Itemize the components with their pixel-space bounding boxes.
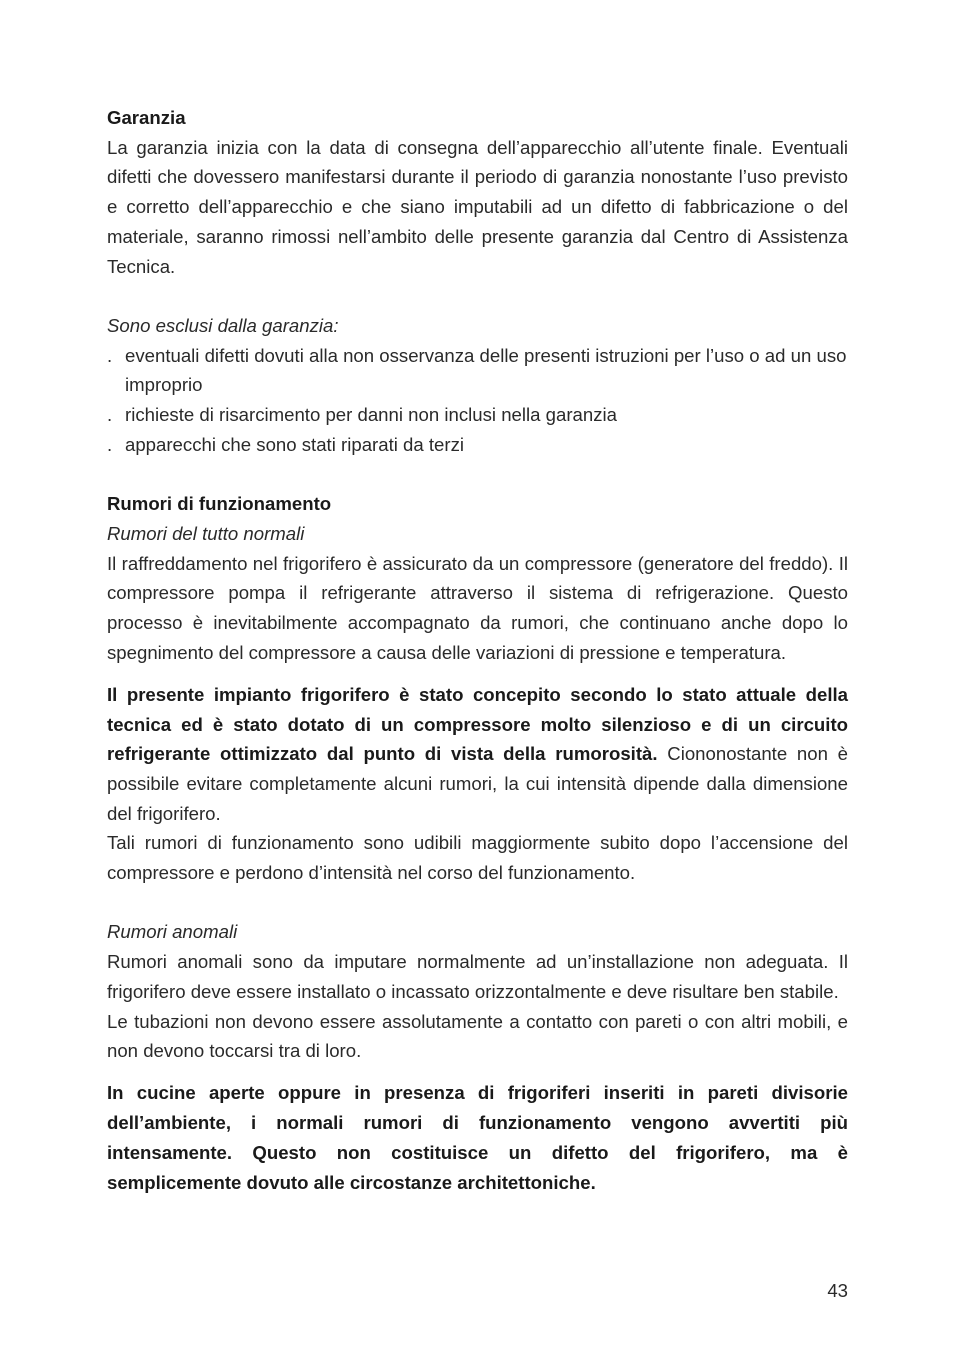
bullet: . bbox=[107, 433, 113, 455]
rumori-normal-paragraph: Il raffreddamento nel frigorifero è assicurato da un compressore (generatore del freddo). Il compressore pompa il refrigerante attraverso il sistema di refrigerazione. Questo processo è inevitabilmente accompagnato da rumori, che continuano anche dopo lo spegnimento del compressore a causa delle variazioni di pressione e temperatura. bbox=[107, 552, 848, 663]
spacer bbox=[107, 459, 848, 489]
final-bold-paragraph: In cucine aperte oppure in presenza di frigoriferi inseriti in pareti divisorie dell’ambiente, i normali rumori di funzionamento vengono avvertiti più intensamente. Questo non costituisce un difetto del frigorifero, ma è semplicemente dovuto alle circostanze architettoniche. bbox=[107, 1082, 848, 1193]
rumori-heading: Rumori di funzionamento bbox=[107, 493, 332, 515]
page-number: 43 bbox=[827, 1280, 848, 1301]
rumori-normal-subtitle: Rumori del tutto normali bbox=[107, 522, 305, 544]
rumori-anomal-paragraph: Rumori anomali sono da imputare normalmente ad un’installazione non adeguata. Il frigorifero deve essere installato o incassato orizzontalmente e deve risultare ben stabile. bbox=[107, 951, 848, 1002]
document-page bbox=[107, 103, 848, 1197]
list-item bbox=[107, 341, 848, 400]
rumori-anomal-subtitle: Rumori anomali bbox=[107, 921, 238, 943]
list-item-text: richieste di risarcimento per danni non inclusi nella garanzia bbox=[125, 404, 617, 426]
bold-statement: Il presente impianto frigorifero è stato concepito secondo lo stato attuale della tecnica ed è stato dotato di un compressore molto silenzioso e di un circuito refrigerante ottimizzato dal punto di vista della rumorosità. bbox=[107, 683, 848, 765]
spacer bbox=[107, 1066, 848, 1079]
exclusions-title: Sono esclusi dalla garanzia: bbox=[107, 314, 339, 336]
garanzia-heading: Garanzia bbox=[107, 107, 186, 128]
bullet: . bbox=[107, 404, 113, 426]
spacer bbox=[107, 667, 848, 680]
spacer bbox=[107, 281, 848, 311]
spacer bbox=[107, 888, 848, 918]
list-item-text: eventuali difetti dovuti alla non osservanza delle presenti istruzioni per l’uso o ad un uso improprio bbox=[125, 344, 847, 396]
tubazioni-paragraph: Le tubazioni non devono essere assolutamente a contatto con pareti o con altri mobili, e non devono toccarsi tra di loro. bbox=[107, 1010, 848, 1062]
garanzia-paragraph: La garanzia inizia con la data di consegna dell’apparecchio all’utente finale. Eventuali difetti che dovessero manifestarsi durante il periodo di garanzia nonostante l’uso previsto e corretto dell’apparecchio e che siano imputabili ad un difetto di fabbricazione o del materiale, saranno rimossi nell’ambito delle presente garanzia dal Centro di Assistenza Tecnica. bbox=[107, 136, 848, 277]
rumori-bold-block bbox=[107, 680, 848, 829]
list-item bbox=[107, 400, 848, 430]
bullet: . bbox=[107, 344, 113, 366]
list-item bbox=[107, 430, 848, 460]
after-bold-text: Ciononostante non è possibile evitare completamente alcuni rumori, la cui intensità dipende dalla dimensione del frigorifero. bbox=[107, 743, 848, 824]
list-item-text: apparecchi che sono stati riparati da terzi bbox=[125, 433, 464, 455]
exclusions-list bbox=[107, 341, 848, 460]
tali-paragraph: Tali rumori di funzionamento sono udibili maggiormente subito dopo l’accensione del compressore e perdono d’intensità nel corso del funzionamento. bbox=[107, 832, 848, 884]
